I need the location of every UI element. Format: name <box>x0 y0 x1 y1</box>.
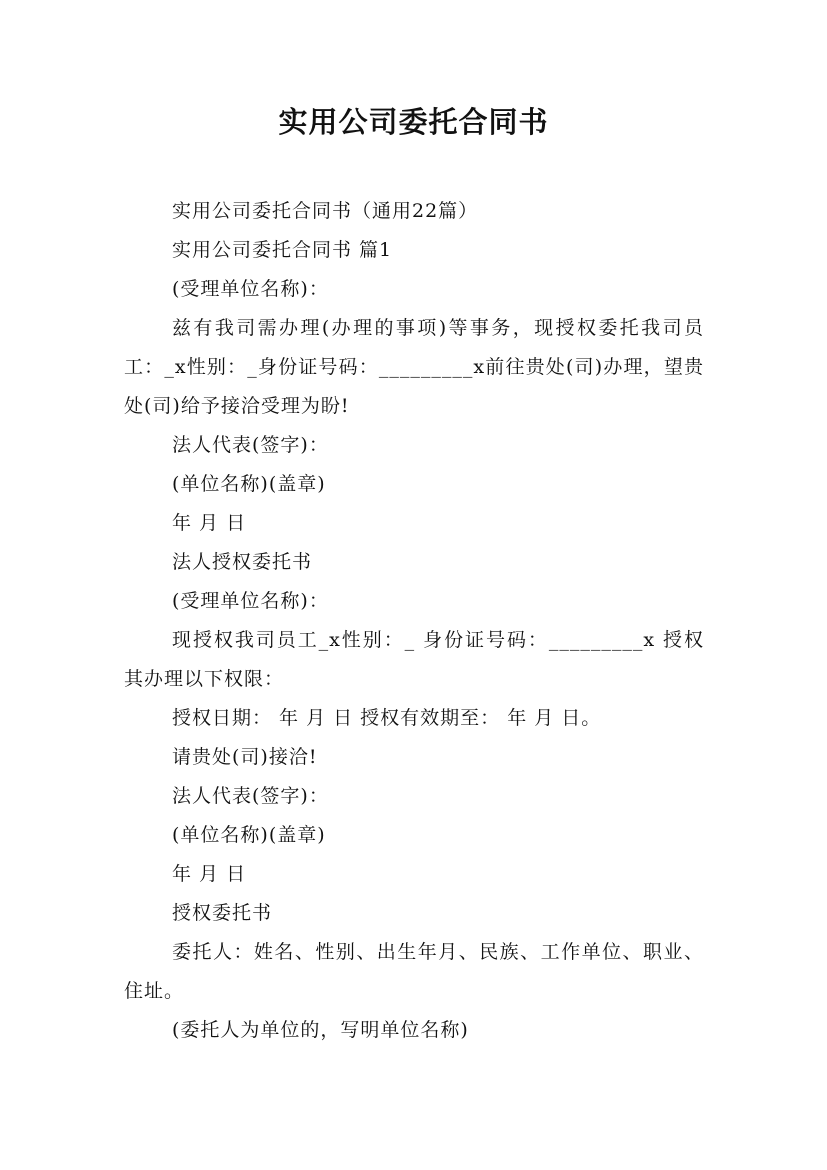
paragraph-date: 年 月 日 <box>172 863 247 885</box>
paragraph-authorization-period: 授权日期： 年 月 日 授权有效期至： 年 月 日。 <box>172 707 602 729</box>
document-title: 实用公司委托合同书 <box>278 105 549 139</box>
paragraph-section-title: 法人授权委托书 <box>172 551 313 573</box>
paragraph-section-title: 授权委托书 <box>172 902 273 924</box>
paragraph-recipient: (受理单位名称)： <box>172 590 329 612</box>
paragraph-date: 年 月 日 <box>172 512 247 534</box>
paragraph-section-title: 实用公司委托合同书 篇1 <box>172 239 393 261</box>
paragraph-request: 请贵处(司)接洽! <box>172 746 318 768</box>
document-body <box>124 192 704 1050</box>
paragraph-authorization-text: 兹有我司需办理(办理的事项)等事务，现授权委托我司员工：_x性别：_身份证号码：_________x前往贵处(司)办理，望贵处(司)给予接洽受理为盼! <box>124 317 704 417</box>
paragraph-principal-info: 委托人：姓名、性别、出生年月、民族、工作单位、职业、住址。 <box>124 941 704 1002</box>
paragraph-heading: 实用公司委托合同书（通用22篇） <box>172 200 479 222</box>
paragraph-principal-note: (委托人为单位的，写明单位名称) <box>172 1019 469 1041</box>
paragraph-recipient: (受理单位名称)： <box>172 278 329 300</box>
paragraph-company-seal: (单位名称)(盖章) <box>172 473 326 495</box>
paragraph-authorization-text: 现授权我司员工_x性别：_ 身份证号码：_________x 授权其办理以下权限： <box>124 629 704 690</box>
paragraph-legal-rep-signature: 法人代表(签字)： <box>172 785 329 807</box>
paragraph-company-seal: (单位名称)(盖章) <box>172 824 326 846</box>
paragraph-legal-rep-signature: 法人代表(签字)： <box>172 434 329 456</box>
